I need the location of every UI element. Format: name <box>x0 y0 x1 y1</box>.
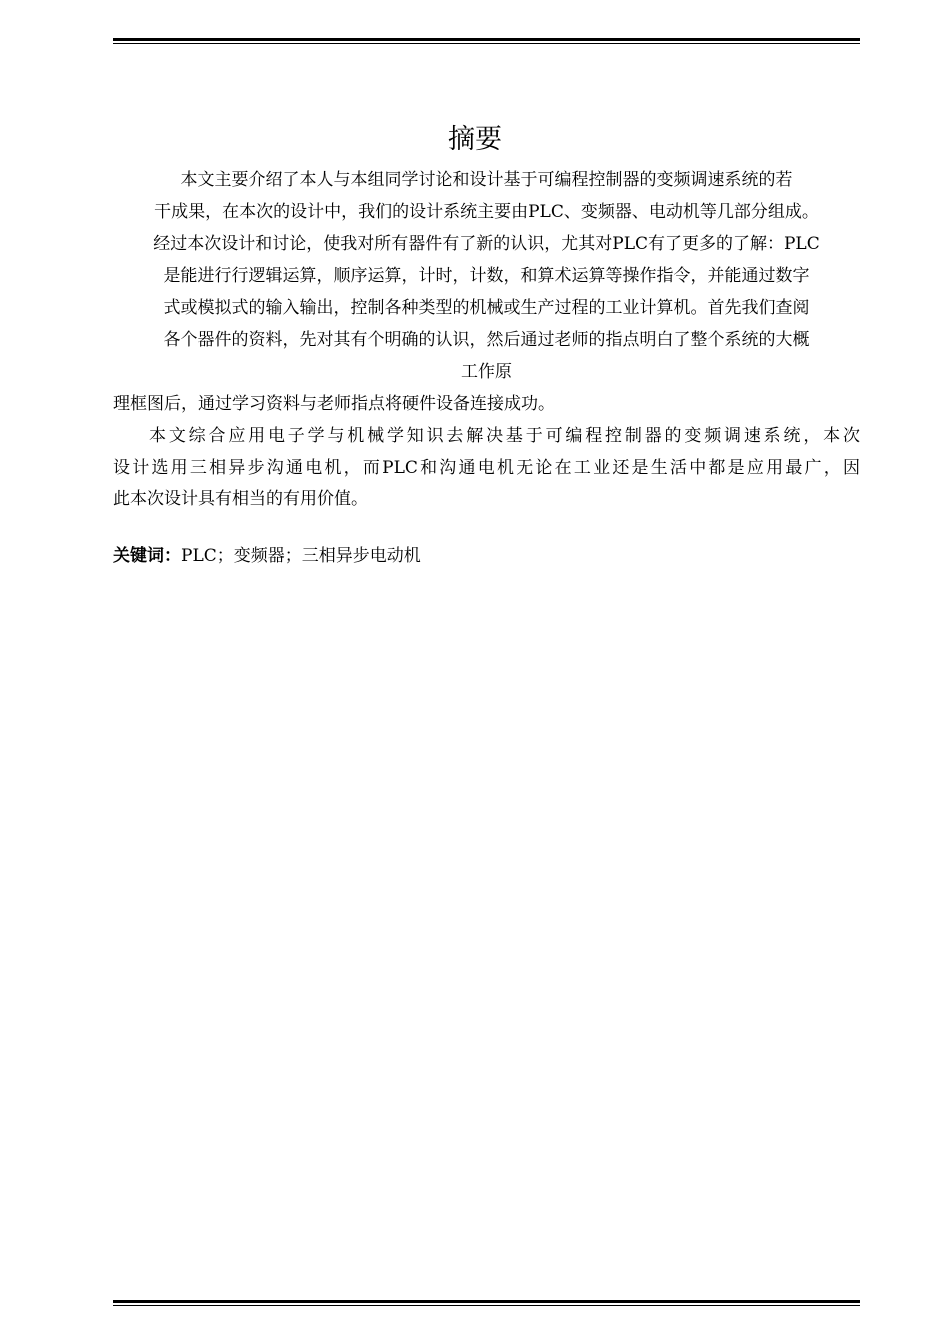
top-rule <box>113 38 860 44</box>
abstract-line-4: 是能进行行逻辑运算，顺序运算，计时，计数，和算术运算等操作指令，并能通过数字 <box>163 266 810 286</box>
abstract-line-1: 本文主要介绍了本人与本组同学讨论和设计基于可编程控制器的变频调速系统的若 <box>180 170 793 190</box>
abstract-line-7: 工作原 <box>461 362 512 382</box>
abstract-line-5: 式或模拟式的输入输出，控制各种类型的机械或生产过程的工业计算机。首先我们查阅 <box>163 298 810 318</box>
abstract-title: 摘要 <box>448 124 502 155</box>
abstract-line-6: 各个器件的资料，先对其有个明确的认识，然后通过老师的指点明白了整个系统的大概 <box>163 330 810 350</box>
abstract-para2-line-3: 此本次设计具有相当的有用价值。 <box>113 489 368 509</box>
abstract-line-8: 理框图后，通过学习资料与老师指点将硬件设备连接成功。 <box>113 394 555 414</box>
abstract-line-2: 干成果，在本次的设计中，我们的设计系统主要由PLC、变频器、电动机等几部分组成。 <box>154 202 819 222</box>
keywords-text: PLC；变频器；三相异步电动机 <box>181 546 421 566</box>
abstract-para2-line-2: 设计选用三相异步沟通电机，而PLC和沟通电机无论在工业还是生活中都是应用最广，因 <box>113 458 860 478</box>
keywords-line <box>113 544 860 568</box>
keywords-label: 关键词： <box>113 546 181 566</box>
bottom-rule <box>113 1300 860 1306</box>
abstract-para2-line-1: 本文综合应用电子学与机械学知识去解决基于可编程控制器的变频调速系统，本次 <box>149 426 860 446</box>
abstract-line-3: 经过本次设计和讨论，使我对所有器件有了新的认识，尤其对PLC有了更多的了解：PLC <box>153 234 820 254</box>
